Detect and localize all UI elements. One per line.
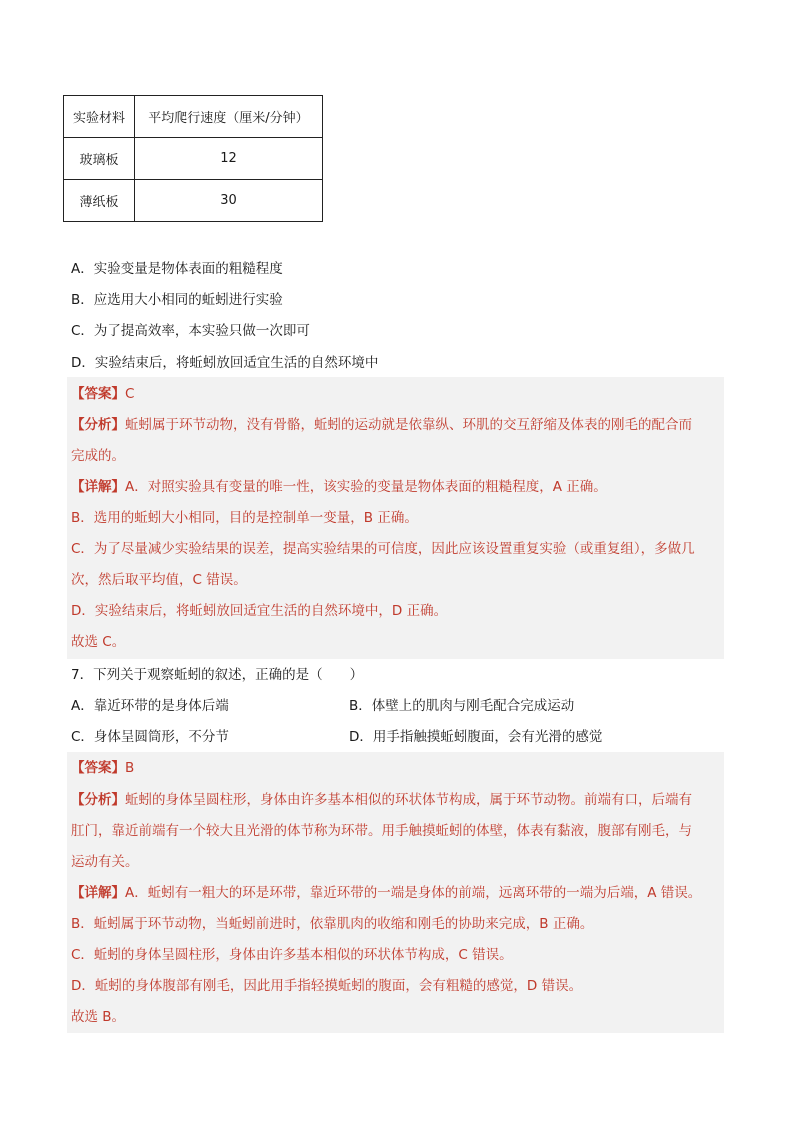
q7-answer-block [67, 752, 724, 1033]
q6-option-b: B．应选用大小相同的蚯蚓进行实验 [71, 292, 283, 308]
q6-analysis-line [71, 415, 692, 435]
q7-option-a: A．靠近环带的是身体后端 [71, 698, 229, 714]
table-header-row [64, 96, 323, 138]
answer-value: C [125, 386, 135, 402]
table-cell: 薄纸板 [64, 180, 135, 222]
detail-tag: 【详解】 [71, 885, 125, 901]
detail-text: 次，然后取平均值，C 错误。 [71, 572, 247, 588]
analysis-text: 肛门，靠近前端有一个较大且光滑的体节称为环带。用手触摸蚯蚓的体壁，体表有黏液，腹部有刚毛，与 [71, 823, 692, 839]
q7-option-c: C．身体呈圆筒形，不分节 [71, 729, 229, 745]
conclusion-text: 故选 C。 [71, 634, 126, 650]
q7-option-b: B．体壁上的肌肉与刚毛配合完成运动 [349, 698, 575, 714]
experiment-table [63, 95, 323, 222]
table-header-cell: 实验材料 [64, 96, 135, 138]
table-cell: 30 [135, 180, 323, 222]
detail-text: D．蚯蚓的身体腹部有刚毛，因此用手指轻摸蚯蚓的腹面，会有粗糙的感觉，D 错误。 [71, 978, 583, 994]
q7-answer-line [71, 758, 134, 778]
analysis-text: 运动有关。 [71, 854, 139, 870]
detail-text: A．蚯蚓有一粗大的环是环带，靠近环带的一端是身体的前端，远离环带的一端为后端，A 错误。 [125, 885, 702, 901]
q7-analysis-line [71, 790, 692, 810]
analysis-tag: 【分析】 [71, 417, 125, 433]
answer-tag: 【答案】 [71, 386, 125, 402]
q7-stem: 7．下列关于观察蚯蚓的叙述，正确的是（ ） [71, 667, 364, 683]
q6-answer-line [71, 384, 134, 404]
table-row [64, 180, 323, 222]
analysis-tag: 【分析】 [71, 792, 125, 808]
detail-text: C．蚯蚓的身体呈圆柱形，身体由许多基本相似的环状体节构成，C 错误。 [71, 947, 513, 963]
answer-tag: 【答案】 [71, 760, 125, 776]
q6-answer-block [67, 377, 724, 659]
q6-option-a: A．实验变量是物体表面的粗糙程度 [71, 261, 283, 277]
q7-detail-line [71, 883, 701, 903]
q6-detail-line [71, 477, 607, 497]
q6-option-d: D．实验结束后，将蚯蚓放回适宜生活的自然环境中 [71, 355, 379, 371]
table-header-cell: 平均爬行速度（厘米/分钟） [135, 96, 323, 138]
detail-text: B．选用的蚯蚓大小相同，目的是控制单一变量，B 正确。 [71, 510, 418, 526]
table-cell: 12 [135, 138, 323, 180]
q6-option-c: C．为了提高效率，本实验只做一次即可 [71, 323, 310, 339]
detail-text: C．为了尽量减少实验结果的误差，提高实验结果的可信度，因此应该设置重复实验（或重复组），多做几 [71, 541, 695, 557]
q7-option-d: D．用手指触摸蚯蚓腹面，会有光滑的感觉 [349, 729, 603, 745]
answer-value: B [125, 760, 135, 776]
analysis-text: 蚯蚓属于环节动物，没有骨骼，蚯蚓的运动就是依靠纵、环肌的交互舒缩及体表的刚毛的配合而 [125, 417, 692, 433]
table-cell: 玻璃板 [64, 138, 135, 180]
detail-text: D．实验结束后，将蚯蚓放回适宜生活的自然环境中，D 正确。 [71, 603, 448, 619]
table-row [64, 138, 323, 180]
analysis-text: 完成的。 [71, 448, 125, 464]
detail-tag: 【详解】 [71, 479, 125, 495]
detail-text: A．对照实验具有变量的唯一性，该实验的变量是物体表面的粗糙程度，A 正确。 [125, 479, 607, 495]
conclusion-text: 故选 B。 [71, 1009, 126, 1025]
detail-text: B．蚯蚓属于环节动物，当蚯蚓前进时，依靠肌肉的收缩和刚毛的协助来完成，B 正确。 [71, 916, 594, 932]
analysis-text: 蚯蚓的身体呈圆柱形，身体由许多基本相似的环状体节构成，属于环节动物。前端有口，后端有 [125, 792, 692, 808]
